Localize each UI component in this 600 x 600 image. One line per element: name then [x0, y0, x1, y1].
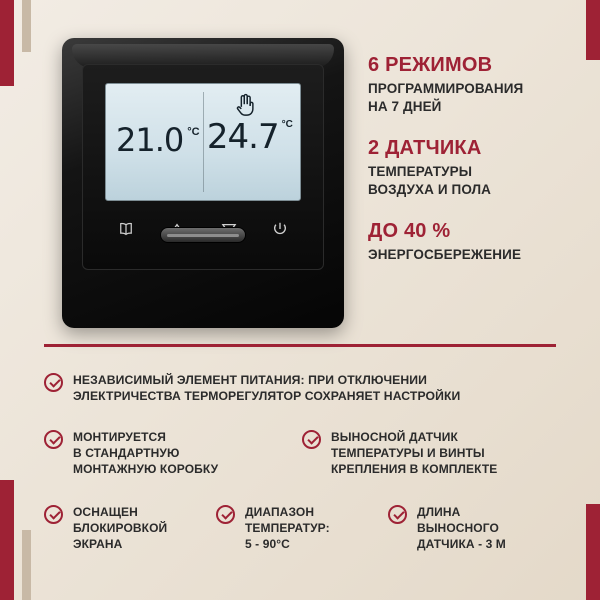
- feature-sensor-length-line3: ДАТЧИКА - 3 М: [416, 536, 506, 551]
- claims-column: [368, 54, 584, 286]
- air-temperature-reading: [116, 121, 200, 159]
- claim-modes-body-line1: ПРОГРАММИРОВАНИЯ: [368, 81, 524, 97]
- device-bottom-slot: [160, 227, 246, 243]
- set-temperature-value: 24.7: [206, 117, 279, 157]
- decor-bar-bottom-left: [0, 480, 14, 600]
- claim-savings-body: [368, 246, 584, 263]
- claim-modes-body-line2: НА 7 ДНЕЙ: [368, 98, 442, 114]
- claim-savings: [368, 220, 584, 264]
- decor-bar-top-left-secondary: [22, 0, 31, 52]
- feature-screen-lock-text: [73, 504, 167, 553]
- feature-standard-box-line3: МОНТАЖНУЮ КОРОБКУ: [73, 462, 219, 477]
- feature-sensor-length-line2: ВЫНОСНОГО: [416, 520, 499, 535]
- check-icon: [44, 373, 63, 392]
- check-icon: [44, 430, 63, 449]
- feature-independent-power: [44, 372, 460, 405]
- check-icon: [216, 505, 235, 524]
- feature-remote-sensor-kit-line2: ТЕМПЕРАТУРЫ И ВИНТЫ: [331, 446, 485, 461]
- check-icon: [44, 505, 63, 524]
- features-row-1: [44, 372, 560, 405]
- feature-independent-power-line2: ЭЛЕКТРИЧЕСТВА ТЕРМОРЕГУЛЯТОР СОХРАНЯЕТ НАСТРОЙКИ: [73, 389, 461, 404]
- check-icon: [388, 505, 407, 524]
- features-row-2: [44, 429, 560, 478]
- set-temperature-unit: °C: [281, 119, 293, 130]
- claim-sensors-body-line1: ТЕМПЕРАТУРЫ: [368, 164, 473, 180]
- feature-screen-lock-line1: ОСНАЩЕН: [73, 504, 138, 519]
- claim-modes-body: [368, 80, 584, 115]
- feature-temperature-range-line1: ДИАПАЗОН: [244, 504, 315, 519]
- power-button[interactable]: [263, 217, 297, 241]
- features-row-3: [44, 504, 560, 553]
- claim-savings-body-line1: ЭНЕРГОСБЕРЕЖЕНИЕ: [368, 247, 522, 263]
- feature-independent-power-line1: НЕЗАВИСИМЫЙ ЭЛЕМЕНТ ПИТАНИЯ: ПРИ ОТКЛЮЧЕНИИ: [73, 373, 427, 387]
- features-section: [44, 372, 560, 552]
- claim-sensors: [368, 137, 584, 198]
- thermostat-device: [62, 38, 344, 328]
- claim-savings-title: ДО 40 %: [368, 219, 451, 242]
- claim-sensors-body-line2: ВОЗДУХА И ПОЛА: [368, 181, 491, 197]
- feature-temperature-range-text: [245, 504, 330, 553]
- claim-modes-title: 6 РЕЖИМОВ: [368, 54, 493, 76]
- feature-sensor-length: [388, 504, 560, 553]
- feature-temperature-range-line3: 5 - 90°C: [244, 536, 290, 551]
- set-temperature-reading: [206, 117, 293, 157]
- decor-bar-top-left: [0, 0, 14, 86]
- feature-sensor-length-text: [417, 504, 506, 553]
- feature-remote-sensor-kit-line3: КРЕПЛЕНИЯ В КОМПЛЕКТЕ: [331, 462, 498, 477]
- feature-temperature-range-line2: ТЕМПЕРАТУР:: [244, 520, 330, 535]
- claim-sensors-title: 2 ДАТЧИКА: [368, 136, 482, 159]
- feature-temperature-range: [216, 504, 388, 553]
- claim-sensors-body: [368, 163, 584, 198]
- feature-standard-box-line1: МОНТИРУЕТСЯ: [73, 429, 166, 444]
- air-temperature-unit: °C: [187, 126, 200, 138]
- device-screen: [105, 83, 301, 201]
- feature-screen-lock-line3: ЭКРАНА: [73, 536, 123, 551]
- air-temperature-value: 21.0: [116, 121, 184, 159]
- feature-standard-box: [44, 429, 302, 478]
- feature-remote-sensor-kit-line1: ВЫНОСНОЙ ДАТЧИК: [331, 429, 458, 444]
- screen-divider: [203, 92, 204, 192]
- decor-bar-top-right: [586, 0, 600, 60]
- feature-sensor-length-line1: ДЛИНА: [416, 504, 461, 519]
- feature-remote-sensor-kit-text: [331, 429, 497, 478]
- feature-remote-sensor-kit: [302, 429, 560, 478]
- feature-screen-lock: [44, 504, 216, 553]
- feature-standard-box-line2: В СТАНДАРТНУЮ: [73, 446, 180, 461]
- decor-bar-bottom-left-secondary: [22, 530, 31, 600]
- feature-screen-lock-line2: БЛОКИРОВКОЙ: [73, 520, 168, 535]
- decor-bar-bottom-right: [586, 504, 600, 600]
- check-icon: [302, 430, 321, 449]
- claim-modes: [368, 54, 584, 115]
- feature-independent-power-text: [73, 372, 460, 405]
- section-divider: [44, 344, 556, 347]
- feature-standard-box-text: [73, 429, 218, 478]
- book-button[interactable]: [109, 217, 143, 241]
- device-front-panel: [82, 64, 324, 270]
